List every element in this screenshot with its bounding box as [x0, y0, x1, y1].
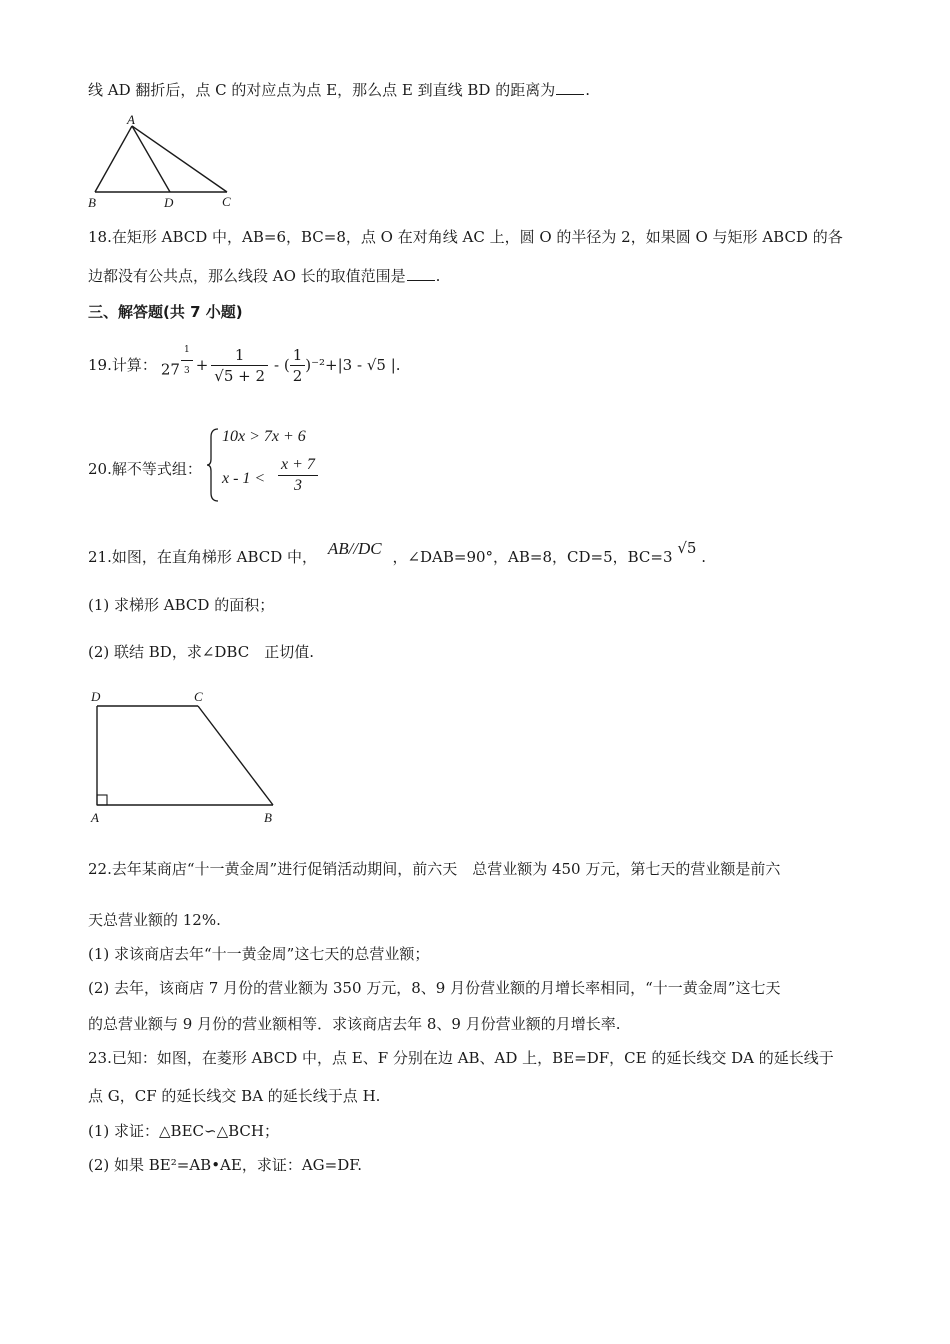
q19	[88, 340, 401, 390]
q23-line-1: 23.已知：如图，在菱形 ABCD 中，点 E、F 分别在边 AB、AD 上，BE=DF，CE 的延长线交 DA 的延长线于	[88, 1049, 834, 1067]
label-b: B	[264, 810, 272, 825]
q22-part-2-line-1: (2) 去年，该商店 7 月份的营业额为 350 万元，8、9 月份营业额的月增长率相同，“十一黄金周”这七天	[88, 979, 781, 997]
q17-end: .	[585, 81, 590, 99]
label-b: B	[88, 195, 96, 210]
q23-part-2: (2) 如果 BE²=AB•AE，求证：AG=DF.	[88, 1156, 363, 1174]
q18-line-2	[88, 266, 440, 286]
q19-tail: )⁻²+|3 - √5 |.	[305, 356, 401, 374]
q19-power	[160, 344, 193, 391]
label-c: C	[222, 194, 231, 209]
right-angle-marker	[97, 795, 107, 805]
label-c: C	[194, 689, 203, 704]
q18-answer-blank	[407, 267, 435, 281]
segment-ac	[132, 126, 227, 192]
segment-ab	[95, 126, 132, 192]
q20-inequality-1: 10x > 7x + 6	[222, 428, 306, 445]
q20-prefix: 20.解不等式组：	[88, 460, 202, 478]
q19-plus: +	[195, 356, 209, 374]
q21-parallel: AB//DC	[327, 539, 382, 558]
q23-part-1: (1) 求证：△BEC∽△BCH；	[88, 1122, 279, 1140]
q20-inequality-2-left: x - 1 <	[222, 470, 266, 487]
q21-sqrt5: √5	[677, 539, 697, 557]
q21-trapezoid-figure	[86, 686, 286, 828]
q19-fraction: $\frac{1}{√5 + 2}$	[211, 345, 268, 386]
q21-part-2: (2) 联结 BD，求∠DBC 正切值.	[88, 643, 314, 661]
q23-line-2: 点 G，CF 的延长线交 BA 的延长线于点 H.	[88, 1087, 381, 1105]
q21-end: .	[701, 548, 706, 566]
segment-cb	[198, 706, 273, 805]
q17-text	[88, 80, 590, 100]
q19-half: $\frac{1}{2}$	[290, 345, 306, 386]
q17-answer-blank	[556, 81, 584, 95]
q21-line-1	[88, 541, 706, 571]
q17-triangle-figure	[82, 112, 242, 212]
brace-icon	[206, 427, 220, 503]
label-a: A	[91, 810, 99, 825]
q19-prefix: 19.计算：	[88, 356, 157, 374]
q17-tail: 线 AD 翻折后，点 C 的对应点为点 E，那么点 E 到直线 BD 的距离为	[88, 81, 556, 99]
section-heading: 三、解答题(共 7 小题)	[88, 303, 243, 321]
q20-inequality-2-fraction: $\frac{x + 7}{3}$	[278, 455, 318, 496]
q22-line-2: 天总营业额的 12%.	[88, 911, 221, 929]
q18-line-1: 18.在矩形 ABCD 中，AB=6，BC=8，点 O 在对角线 AC 上，圆 O 的半径为 2，如果圆 O 与矩形 ABCD 的各	[88, 228, 843, 246]
q21-prefix: 21.如图，在直角梯形 ABCD 中，	[88, 548, 318, 566]
segment-ad	[132, 126, 170, 192]
label-d: D	[164, 195, 174, 210]
q19-minus-paren: - (	[274, 356, 290, 374]
label-d: D	[91, 689, 101, 704]
q18-end: .	[435, 267, 441, 285]
label-a: A	[127, 112, 135, 127]
q21-rest: ，∠DAB=90°，AB=8，CD=5，BC=3	[392, 548, 673, 566]
q19-exponent: $\frac{1}{3}$	[181, 340, 193, 381]
q22-line-1: 22.去年某商店“十一黄金周”进行促销活动期间，前六天 总营业额为 450 万元，第七天的营业额是前六	[88, 860, 781, 878]
q22-part-1: (1) 求该商店去年“十一黄金周”这七天的总营业额；	[88, 945, 430, 963]
q21-part-1: (1) 求梯形 ABCD 的面积；	[88, 596, 275, 614]
q19-base: 27	[160, 360, 180, 378]
q18-text: 边都没有公共点，那么线段 AO 长的取值范围是	[88, 267, 406, 285]
q22-part-2-line-2: 的总营业额与 9 月份的营业额相等．求该商店去年 8、9 月份营业额的月增长率.	[88, 1015, 621, 1033]
